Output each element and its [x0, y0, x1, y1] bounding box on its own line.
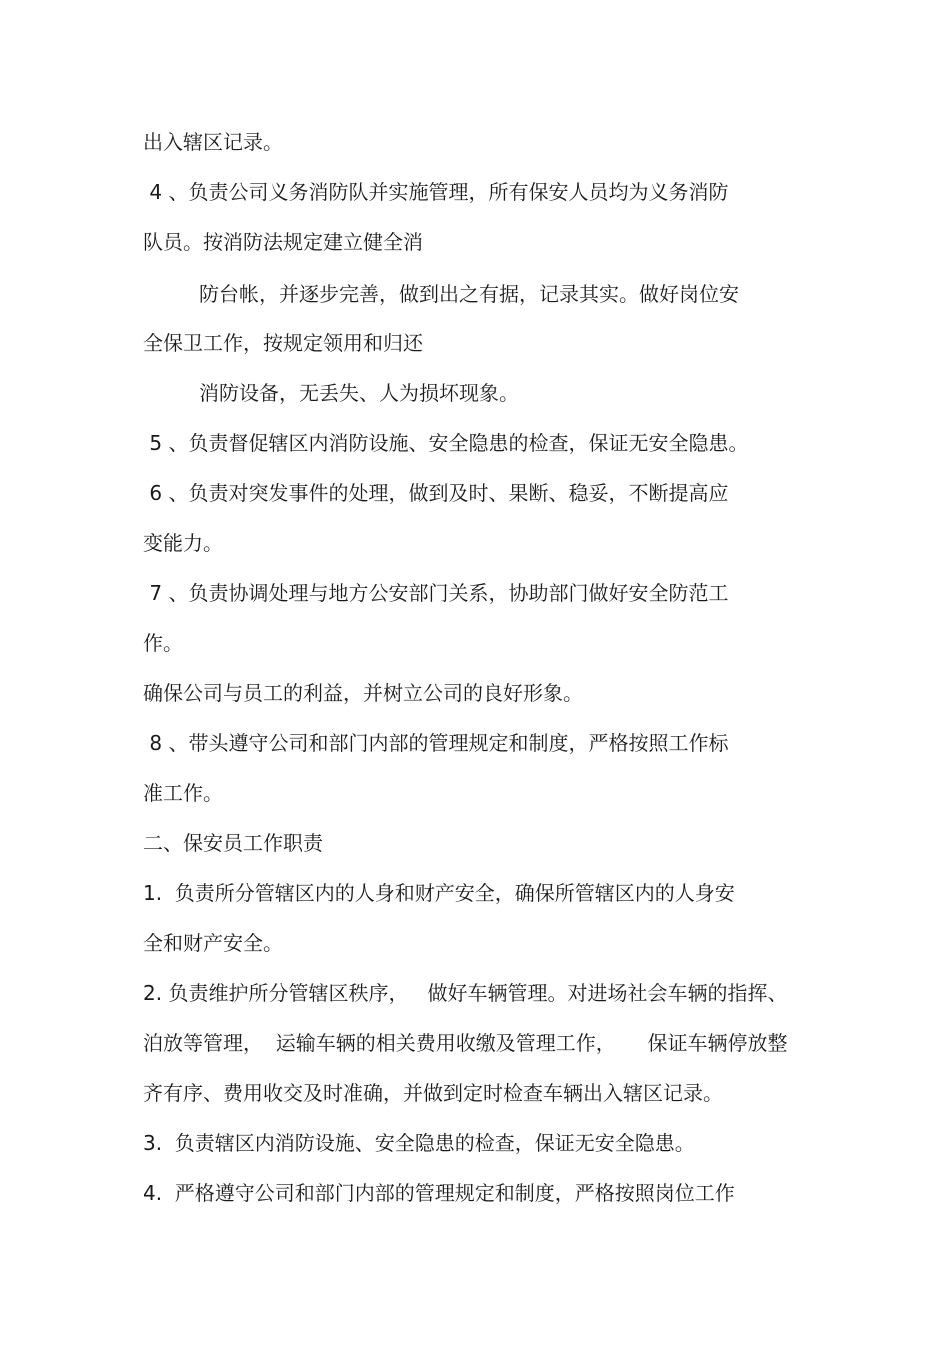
text-line: 全保卫工作，按规定领用和归还	[143, 331, 423, 355]
text-line: 7 、负责协调处理与地方公安部门关系，协助部门做好安全防范工	[143, 581, 729, 605]
text-line: 消防设备，无丢失、人为损坏现象。	[199, 381, 519, 405]
text-line: 8 、带头遵守公司和部门内部的管理规定和制度，严格按照工作标	[143, 731, 729, 755]
text-line: 4. 严格遵守公司和部门内部的管理规定和制度，严格按照岗位工作	[143, 1181, 735, 1205]
text-line: 泊放等管理， 运输车辆的相关费用收缴及管理工作， 保证车辆停放整	[143, 1031, 788, 1055]
text-line: 2. 负责维护所分管辖区秩序， 做好车辆管理。对进场社会车辆的指挥、	[143, 981, 788, 1005]
text-line: 防台帐，并逐步完善，做到出之有据，记录其实。做好岗位安	[199, 282, 739, 306]
text-line: 准工作。	[143, 781, 223, 805]
text-line: 1. 负责所分管辖区内的人身和财产安全，确保所管辖区内的人身安	[143, 881, 735, 905]
text-line: 作。	[143, 631, 183, 655]
text-line: 齐有序、费用收交及时准确，并做到定时检查车辆出入辖区记录。	[143, 1081, 723, 1105]
text-line: 确保公司与员工的利益，并树立公司的良好形象。	[143, 681, 583, 705]
text-line: 队员。按消防法规定建立健全消	[143, 230, 423, 254]
text-line: 5 、负责督促辖区内消防设施、安全隐患的检查，保证无安全隐患。	[143, 431, 749, 455]
text-line: 全和财产安全。	[143, 931, 283, 955]
text-line: 4 、负责公司义务消防队并实施管理，所有保安人员均为义务消防	[143, 180, 729, 204]
text-line: 出入辖区记录。	[143, 130, 283, 154]
text-line: 6 、负责对突发事件的处理，做到及时、果断、稳妥，不断提高应	[143, 481, 729, 505]
section-heading: 二、保安员工作职责	[143, 831, 323, 855]
text-line: 变能力。	[143, 531, 223, 555]
text-line: 3. 负责辖区内消防设施、安全隐患的检查，保证无安全隐患。	[143, 1131, 695, 1155]
